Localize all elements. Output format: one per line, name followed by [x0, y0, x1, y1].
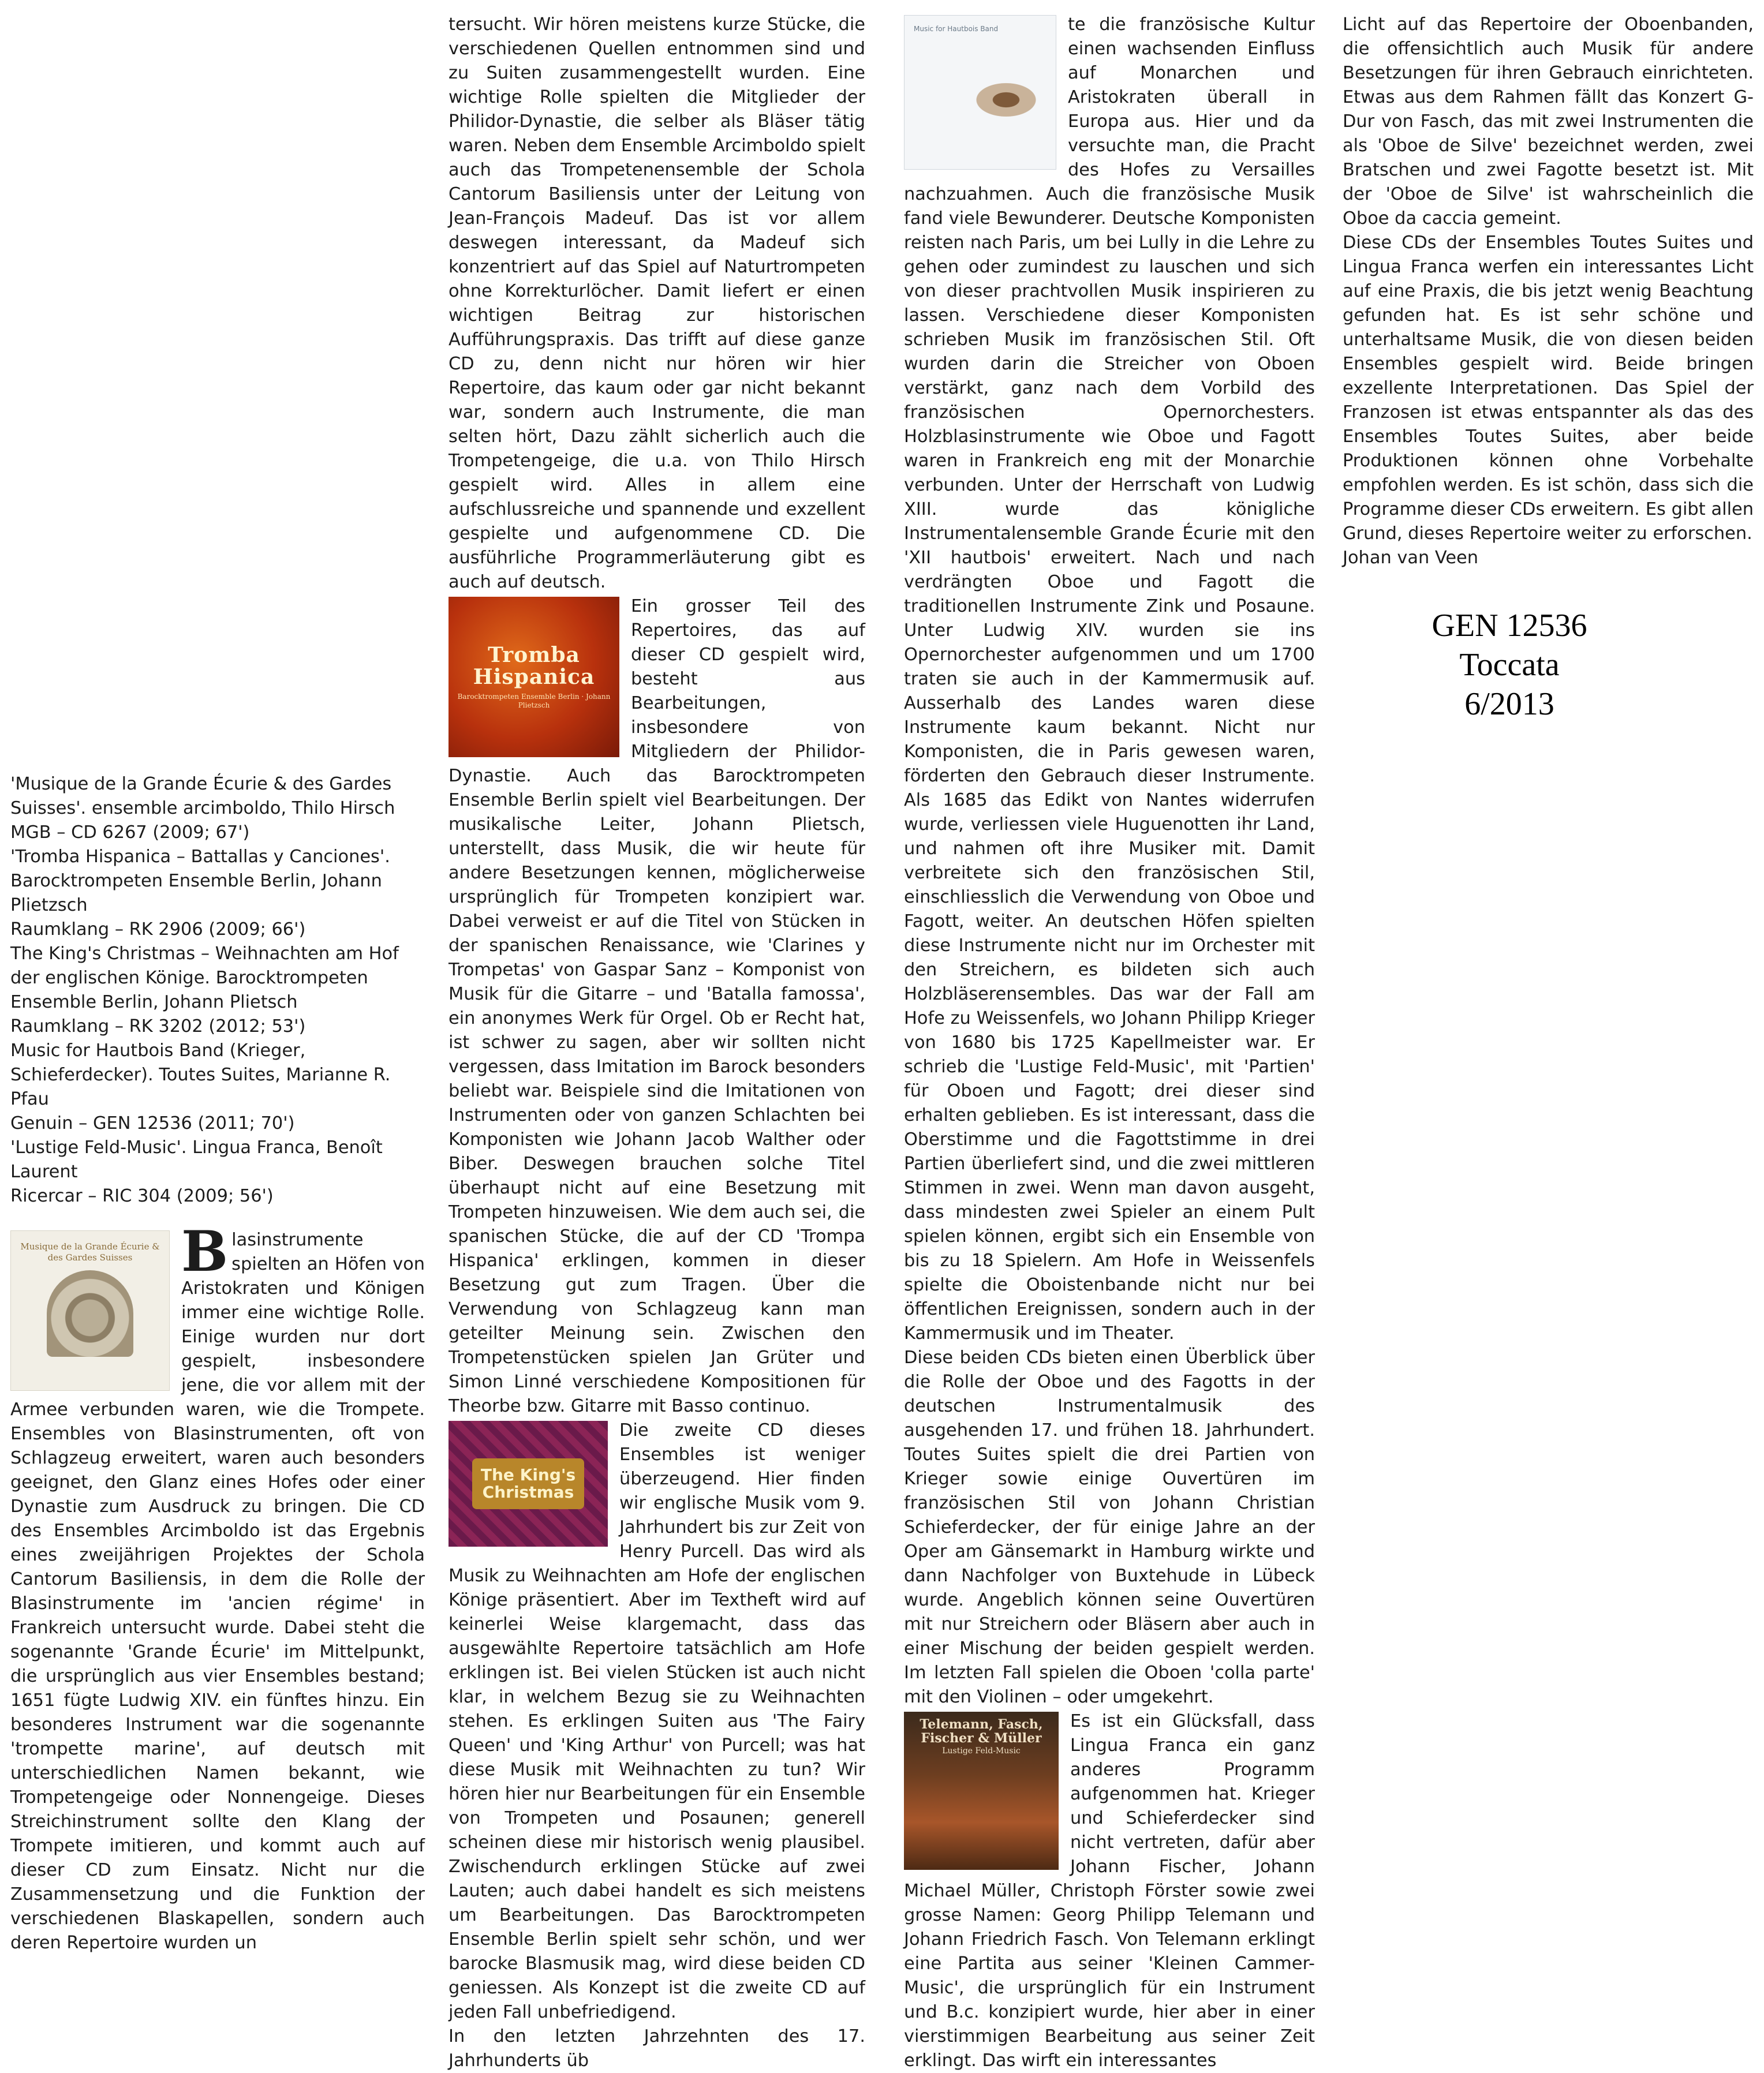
cover-kings-christmas [449, 1421, 608, 1547]
cover-lustige-feld-music [904, 1712, 1059, 1870]
article-paragraph: tersucht. Wir hören meistens kurze Stücke, die verschiedenen Quellen entnommen sind und zu Suiten zusammengestellt wurden. Eine wichtige Rolle spielten die Mitglieder der Philidor-Dynastie, die selber als Bläser tätig waren. Neben dem Ensemble Arcimboldo spielt auch das Trompetenensemble der Schola Cantorum Basiliensis unter der Leitung von Jean-François Madeuf. Das ist vor allem deswegen interessant, da Madeuf sich konzentriert auf das Spiel auf Naturtrompeten ohne Korrekturlöcher. Damit liefert er einen wichtigen Beitrag zur historischen Aufführungspraxis. Das trifft auf diese ganze CD zu, denn nicht nur hören wir hier Repertoire, das kaum oder gar nicht bekannt war, sondern auch Instrumente, die man selten hört, Dazu zählt sicherlich auch die Trompetengeige, die u.a. von Thilo Hirsch gespielt wird. Alles in allem eine aufschlussreiche und spannende und exzellent gespielte und aufgenommene CD. Die ausführliche Programmerläuterung gibt es auch auf deutsch. [449, 14, 865, 592]
article-paragraph: In den letzten Jahrzehnten des 17. Jahrhunderts üb [449, 2026, 865, 2071]
cover-artwork [960, 74, 1052, 126]
discography-entry: 'Lustige Feld-Music'. Lingua Franca, Benoît Laurent [10, 1137, 383, 1182]
discography-entry: 'Tromba Hispanica – Battallas y Canciones'. Barocktrompeten Ensemble Berlin, Johann Plietzsch [10, 847, 390, 915]
publication-name: Toccata [1459, 647, 1560, 683]
column-1 [10, 772, 425, 1955]
discography-entry: Raumklang – RK 3202 (2012; 53') [10, 1016, 306, 1036]
cover-title: Tromba Hispanica [473, 643, 595, 689]
discography-entry: The King's Christmas – Weihnachten am Hof der englischen Könige. Barocktrompeten Ensemble Berlin, Johann Plietsch [10, 944, 399, 1012]
cover-artwork [47, 1270, 133, 1357]
cover-panel [472, 1458, 584, 1509]
discography-list [10, 772, 425, 1208]
cover-title: Music for Hautbois Band [914, 25, 999, 33]
article-paragraph: te die französische Kultur einen wachsenden Einfluss auf Monarchen und Aristokraten überall in Europa aus. Hier und da versuchte man, die Pracht des Hofes zu Versailles nachzuahmen. Auch die französische Musik fand viele Bewunderer. Deutsche Komponisten reisten nach Paris, um bei Lully in die Lehre zu gehen oder zumindest zu lauschen und sich von dieser prachtvollen Musik inspirieren zu lassen. Verschiedene dieser Komponisten schrieben Musik im französischen Stil. Oft wurden darin die Streicher von Oboen verstärkt, ganz nach dem Vorbild des französischen Opernorchesters. Holzblasinstrumente wie Oboe und Fagott waren in Frankreich eng mit der Monarchie verbunden. Unter der Herrschaft von Ludwig XIII. wurde das königliche Instrumentalensemble Grande Écurie mit den 'XII hautbois' erweitert. Nach und nach verdrängten Oboe und Fagott die traditionellen Instrumente Zink und Posaune. Unter Ludwig XIV. wurden sie ins Opernorchester aufgenommen und um 1700 traten sie auch in der Kammermusik auf. Ausserhalb des Landes waren diese Instrumente kaum bekannt. Nicht nur Komponisten, die in Paris gewesen waren, förderten den Gebrauch dieser Instrumente. Als 1685 das Edikt von Nantes widerrufen wurde, verliessen viele Huguenotten ihr Land, und nahmen oft ihre Musiker mit. Damit verbreitete sich den französischen Stil, einschliesslich die Verwendung von Oboe und Fagott, weiter. An deutschen Höfen spielten diese Instrumente nicht nur im Orchester mit den Streichern, es bildeten sich auch Holzbläserensembles. Das war der Fall am Hofe zu Weissenfels, wo Johann Philipp Krieger von 1680 bis 1725 Kapellmeister war. Er schrieb die 'Lustige Feld-Music', mit 'Partien' für Oboen und Fagott; drei dieser sind erhalten geblieben. Es ist interessant, dass die Oberstimme und die Fagottstimme in drei Partien überliefert sind, und die zwei mittleren Stimmen in zwei. Wenn man davon ausgeht, dass mindesten zwei Spieler an einem Pult spielen können, ergibt sich ein Ensemble von bis zu 18 Spielern. Am Hofe in Weissenfels spielte die Oboistenbande nicht nur bei öffentlichen Ereignissen, sondern auch in der Kammermusik und im Theater. [904, 14, 1315, 1344]
discography-entry: MGB – CD 6267 (2009; 67') [10, 822, 250, 843]
cover-title: Telemann, Fasch, Fischer & Müller [920, 1717, 1043, 1746]
cover-title: Musique de la Grande Écurie & des Gardes Suisses [20, 1241, 160, 1263]
cover-title: The King's Christmas [480, 1465, 576, 1502]
article-paragraph: Ein grosser Teil des Repertoires, das auf dieser CD gespielt wird, besteht aus Bearbeitungen, insbesondere von Mitgliedern der Philidor-Dynastie. Auch das Barocktrompeten Ensemble Berlin spielt viel Bearbeitungen. Der musikalische Leiter, Johann Plietsch, unterstellt, dass Musik, die wir heute für andere Besetzungen kennen, möglicherweise ursprünglich für Trompeten konzipiert war. Dabei verweist er auf die Titel von Stücken in der spanischen Renaissance, wie 'Clarines y Trompetas' von Gaspar Sanz – Komponist von Musik für die Gitarre – und 'Batalla famossa', ein anonymes Werk für Orgel. Ob er Recht hat, ist schwer zu sagen, aber wir sollten nicht vergessen, dass Imitation im Barock besonders beliebt war. Beispiele sind die Imitationen von Instrumenten oder von ganzen Schlachten bei Komponisten wie Johann Jacob Walther oder Biber. Deswegen brauchen solche Titel überhaupt nicht auf eine Besetzung mit Trompeten hinzuweisen. Wie dem auch sei, die spanischen Stücke, die auf der CD 'Trompa Hispanica' erklingen, kommen in dieser Besetzung gut zum Tragen. Über die Verwendung von Schlagzeug kann man geteilter Meinung sein. Zwischen den Trompetenstücken spielen Jan Grüter und Simon Linné verschiedene Kompositionen für Theorbe bzw. Gitarre mit Basso continuo. [449, 596, 865, 1416]
article-paragraph: Es ist ein Glücksfall, dass Lingua Franca ein ganz anderes Programm aufgenommen hat. Krieger und Schieferdecker sind nicht vertreten, dafür aber Johann Fischer, Johann Michael Müller, Christoph Förster sowie zwei grosse Namen: Georg Philipp Telemann und Johann Friedrich Fasch. Von Telemann erklingt eine Partita aus seiner 'Kleinen Cammer-Music', die ursprünglich für ein Instrument und B.c. konzipiert wurde, hier aber in einer vierstimmigen Bearbeitung aus seiner Zeit erklingt. Das wirft ein interessantes [904, 1711, 1315, 2071]
catalog-number: GEN 12536 [1432, 608, 1587, 643]
discography-entry: Music for Hautbois Band (Krieger, Schieferdecker). Toutes Suites, Marianne R. Pfau [10, 1041, 391, 1109]
article-paragraph: Licht auf das Repertoire der Oboenbanden, die offensichtlich auch Musik für andere Besetzungen für ihren Gebrauch einrichteten. Etwas aus dem Rahmen fällt das Konzert G-Dur von Fasch, das mit zwei Instrumenten die als 'Oboe de Silve' bezeichnet werden, zwei Bratschen und zwei Fagotte besetzt ist. Mit der 'Oboe de Silve' ist wahrscheinlich die Oboe da caccia gemeint. [1343, 14, 1754, 229]
drop-cap: B [181, 1219, 229, 1284]
article-paragraph: Die zweite CD dieses Ensembles ist weniger überzeugend. Hier finden wir englische Musik vom 9. Jahrhundert bis zur Zeit von Henry Purcell. Das wird als Musik zu Weihnachten am Hofe der englischen Könige präsentiert. Aber im Textheft wird auf keinerlei Weise klargemacht, dass das ausgewählte Repertoire tatsächlich am Hofe erklingen ist. Bei vielen Stücken ist auch nicht klar, in welchem Bezug sie zu Weihnachten stehen. Es erklingen Suiten aus 'The Fairy Queen' und 'King Arthur' von Purcell; was hat diese Musik mit Weihnachten zu tun? Wir hören hier nur Bearbeitungen für ein Ensemble von Trompeten und Posaunen; generell scheinen diese mir historisch wenig plausibel. Zwischendurch erklingen Stücke auf zwei Lauten; auch dabei handelt es sich meistens um Bearbeitungen. Das Barocktrompeten Ensemble Berlin spielt sehr schön, und wer barocke Blasmusik mag, wird diese beiden CD geniessen. Als Konzept ist die zweite CD auf jeden Fall unbefriedigend. [449, 1420, 865, 2022]
article-paragraph: Diese CDs der Ensembles Toutes Suites und Lingua Franca werfen ein interessantes Licht auf eine Praxis, die bis jetzt wenig Beachtung gefunden hat. Es ist sehr schöne und unterhaltsame Musik, die von diesen beiden Ensembles gespielt wird. Beide bringen exzellente Interpretationen. Das Spiel der Franzosen ist etwas entspannter als das des Ensembles Toutes Suites, aber beide Produktionen können ohne Vorbehalte empfohlen werden. Es ist schön, dass sich die Programme dieser CDs erweitern. Es gibt allen Grund, dieses Repertoire weiter zu erforschen. [1343, 233, 1754, 544]
cover-grande-ecurie [10, 1230, 170, 1391]
column-3 [904, 13, 1315, 2073]
cover-subtitle: Lustige Feld-Music [942, 1746, 1021, 1756]
article-paragraph: Blasinstrumente spielten an Höfen von Aristokraten und Königen immer eine wichtige Rolle. Einige wurden nur dort gespielt, insbesondere jene, die vor allem mit der Armee verbunden waren, wie die Trompete. Ensembles von Blasinstrumenten, oft von Schlagzeug erweitert, waren auch besonders geeignet, den Glanz eines Hofes oder einer Dynastie zum Ausdruck zu bringen. Die CD des Ensembles Arcimboldo ist das Ergebnis eines zweijährigen Projektes der Schola Cantorum Basiliensis, in dem die Rolle der Blasinstrumente im 'ancien régime' in Frankreich untersucht wurde. Dabei steht die sogenannte 'Grande Écurie' im Mittelpunkt, die ursprünglich aus vier Ensembles bestand; 1651 fügte Ludwig XIV. ein fünftes hinzu. Ein besonderes Instrument war die sogenannte 'trompette marine', auf deutsch mit unterschiedlichen Namen bekannt, wie Trompetengeige oder Nonnengeige. Dieses Streichinstrument sollte den Klang der Trompete imitieren, und kommt auch auf dieser CD zum Einsatz. Nicht nur die Zusammensetzung und die Funktion der verschiedenen Blaskapellen, sondern auch deren Repertoire wurden un [10, 1219, 425, 1953]
column-4 [1343, 13, 1754, 570]
discography-entry: 'Musique de la Grande Écurie & des Gardes Suisses'. ensemble arcimboldo, Thilo Hirsch [10, 774, 395, 818]
discography-entry: Raumklang – RK 2906 (2009; 66') [10, 919, 306, 940]
column-2 [449, 13, 865, 2073]
publication-issue: 6/2013 [1464, 686, 1554, 722]
cover-subtitle: Barocktrompeten Ensemble Berlin · Johann Plietzsch [457, 693, 611, 709]
author-signature: Johan van Veen [1343, 548, 1478, 568]
article-paragraph: Diese beiden CDs bieten einen Überblick über die Rolle der Oboe und des Fagotts in der deutschen Instrumentalmusik des ausgehenden 17. und frühen 18. Jahrhundert. Toutes Suites spielt die drei Partien von Krieger sowie einige Ouvertüren im französischen Stil von Johann Christian Schieferdecker, der für einige Jahre an der Oper am Gänsemarkt in Hamburg wirkte und dann Nachfolger von Buxtehude in Lübeck wurde. Angeblich können seine Ouvertüren mit nur Streichern oder Bläsern aber auch in einer Mischung der beiden gespielt werden. Im letzten Fall spielen die Oboen 'colla parte' mit den Violinen – oder umgekehrt. [904, 1348, 1315, 1707]
catalog-note [1380, 606, 1639, 724]
cover-tromba-hispanica [449, 597, 619, 757]
discography-entry: Genuin – GEN 12536 (2011; 70') [10, 1113, 295, 1133]
cover-hautbois-band [904, 15, 1056, 170]
discography-entry: Ricercar – RIC 304 (2009; 56') [10, 1186, 274, 1206]
